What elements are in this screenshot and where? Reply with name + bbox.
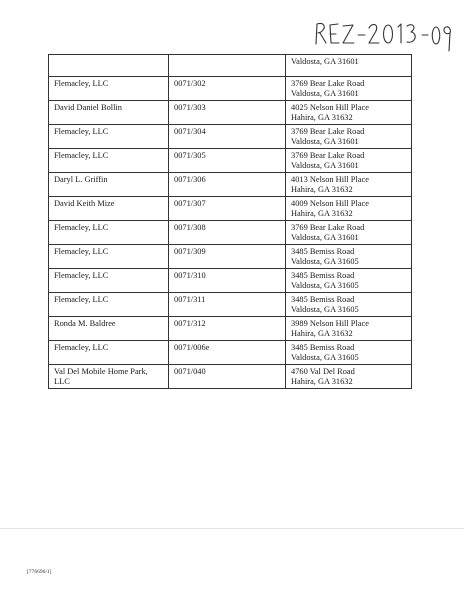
owner-cell: Flemacley, LLC	[49, 221, 169, 245]
address-line-1: 4009 Nelson Hill Place	[291, 199, 369, 208]
address-line-1: 4013 Nelson Hill Place	[291, 175, 369, 184]
address-cell	[286, 317, 412, 341]
address-line-2: Valdosta, GA 31605	[291, 257, 359, 266]
owner-cell: Flemacley, LLC	[49, 77, 169, 101]
address-line-1: 4760 Val Del Road	[291, 367, 355, 376]
owner-cell: Flemacley, LLC	[49, 293, 169, 317]
parcel-cell: 0071/006e	[169, 341, 286, 365]
address-cell	[286, 149, 412, 173]
parcel-cell	[169, 55, 286, 77]
owner-cell: David Keith Mize	[49, 197, 169, 221]
address-line-2: Hahira, GA 31632	[291, 209, 353, 218]
table-row	[49, 149, 412, 173]
owner-cell: David Daniel Bollin	[49, 101, 169, 125]
address-line-2: Hahira, GA 31632	[291, 113, 353, 122]
owner-cell: Daryl L. Griffin	[49, 173, 169, 197]
handwritten-case-number	[312, 14, 452, 56]
address-line-1: 4025 Nelson Hill Place	[291, 103, 369, 112]
address-cell	[286, 197, 412, 221]
address-line-1: 3769 Bear Lake Road	[291, 151, 365, 160]
parcel-cell: 0071/303	[169, 101, 286, 125]
table-row	[49, 197, 412, 221]
owner-cell: Flemacley, LLC	[49, 245, 169, 269]
table-row	[49, 293, 412, 317]
parcel-cell: 0071/312	[169, 317, 286, 341]
table-row	[49, 55, 412, 77]
parcel-cell: 0071/040	[169, 365, 286, 389]
parcel-cell: 0071/304	[169, 125, 286, 149]
address-cell	[286, 293, 412, 317]
table-row	[49, 221, 412, 245]
parcel-cell: 0071/310	[169, 269, 286, 293]
property-owner-table	[48, 54, 412, 389]
address-cell	[286, 125, 412, 149]
parcel-cell: 0071/311	[169, 293, 286, 317]
address-line-1: Valdosta, GA 31601	[291, 57, 359, 66]
owner-cell: Flemacley, LLC	[49, 269, 169, 293]
address-line-2: Hahira, GA 31632	[291, 185, 353, 194]
address-cell	[286, 221, 412, 245]
parcel-cell: 0071/302	[169, 77, 286, 101]
owner-cell: Flemacley, LLC	[49, 149, 169, 173]
address-cell	[286, 341, 412, 365]
address-cell	[286, 245, 412, 269]
address-line-2: Valdosta, GA 31605	[291, 305, 359, 314]
table-row	[49, 269, 412, 293]
address-line-1: 3769 Bear Lake Road	[291, 223, 365, 232]
table-row	[49, 77, 412, 101]
owner-cell: Val Del Mobile Home Park, LLC	[49, 365, 169, 389]
address-line-2: Valdosta, GA 31601	[291, 137, 359, 146]
address-line-1: 3769 Bear Lake Road	[291, 79, 365, 88]
document-id: [776696/1]	[27, 569, 52, 575]
parcel-cell: 0071/305	[169, 149, 286, 173]
table-row	[49, 341, 412, 365]
table-row	[49, 125, 412, 149]
parcel-cell: 0071/306	[169, 173, 286, 197]
address-line-2: Valdosta, GA 31605	[291, 353, 359, 362]
owner-cell: Flemacley, LLC	[49, 341, 169, 365]
table-row	[49, 101, 412, 125]
address-line-1: 3485 Bemiss Road	[291, 247, 355, 256]
table-row	[49, 365, 412, 389]
address-line-2: Valdosta, GA 31605	[291, 281, 359, 290]
address-line-1: 3769 Bear Lake Road	[291, 127, 365, 136]
address-cell	[286, 365, 412, 389]
address-cell	[286, 173, 412, 197]
address-line-2: Hahira, GA 31632	[291, 329, 353, 338]
parcel-cell: 0071/307	[169, 197, 286, 221]
address-cell	[286, 77, 412, 101]
address-line-2: Valdosta, GA 31601	[291, 89, 359, 98]
address-line-2: Hahira, GA 31632	[291, 377, 353, 386]
address-cell	[286, 269, 412, 293]
parcel-cell: 0071/309	[169, 245, 286, 269]
owner-cell: Ronda M. Baldree	[49, 317, 169, 341]
owner-cell	[49, 55, 169, 77]
address-line-1: 3485 Bemiss Road	[291, 343, 355, 352]
table-row	[49, 173, 412, 197]
parcel-cell: 0071/308	[169, 221, 286, 245]
table-row	[49, 317, 412, 341]
address-cell	[286, 101, 412, 125]
table-row	[49, 245, 412, 269]
address-line-1: 3989 Nelson Hill Place	[291, 319, 369, 328]
address-line-1: 3485 Bemiss Road	[291, 295, 355, 304]
address-cell	[286, 55, 412, 77]
address-line-2: Valdosta, GA 31601	[291, 233, 359, 242]
page-divider	[0, 528, 464, 529]
address-line-1: 3485 Bemiss Road	[291, 271, 355, 280]
owner-cell: Flemacley, LLC	[49, 125, 169, 149]
address-line-2: Valdosta, GA 31601	[291, 161, 359, 170]
